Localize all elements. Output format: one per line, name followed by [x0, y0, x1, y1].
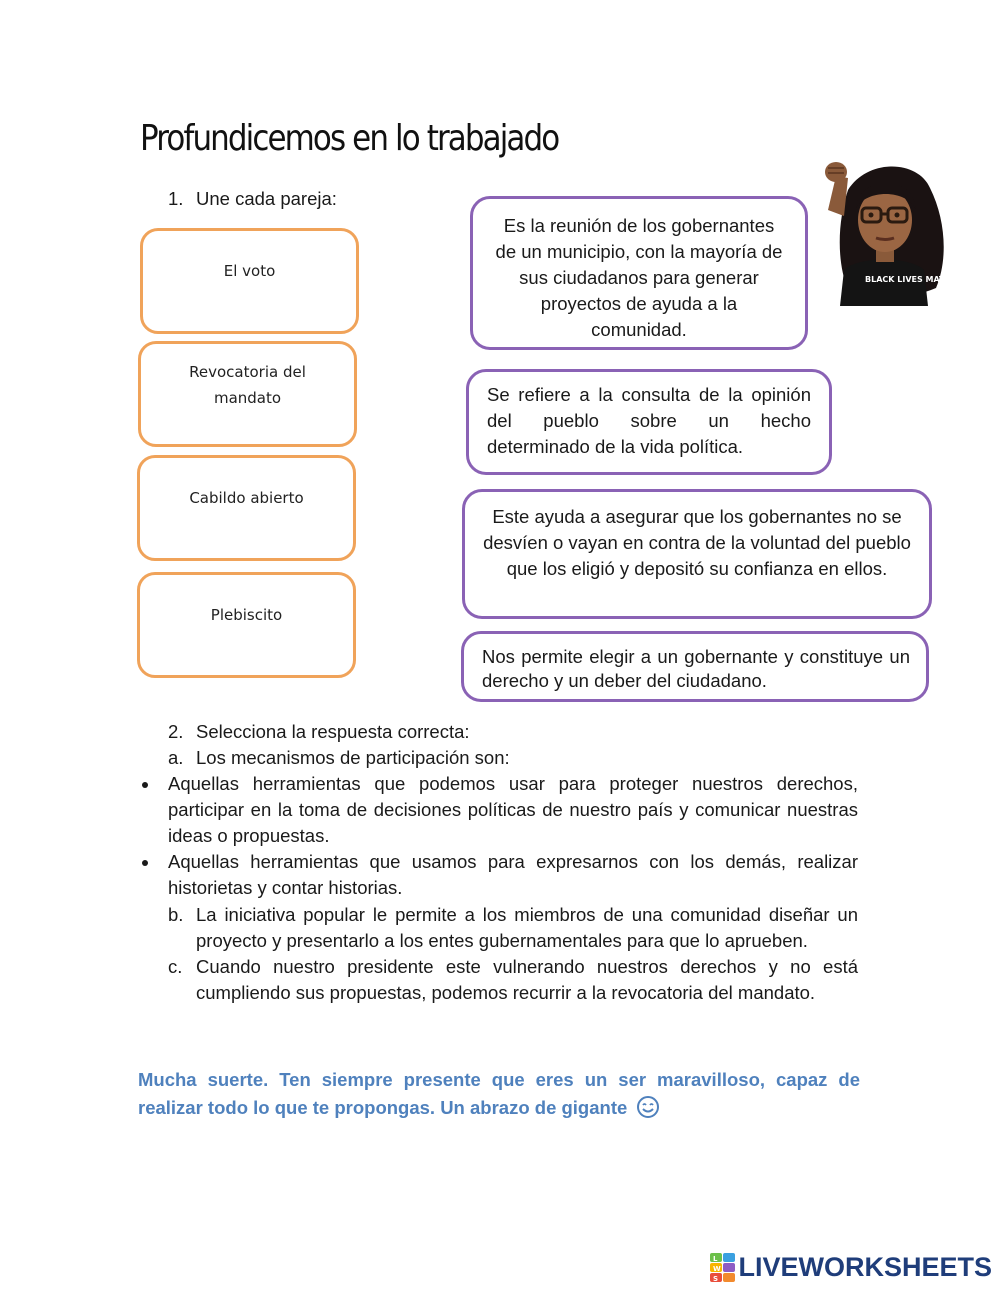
definition-box-3[interactable]: [462, 489, 932, 619]
bullet-icon: [138, 771, 168, 849]
smiley-icon: [636, 1095, 660, 1119]
badge-letter: L: [713, 1254, 718, 1263]
answer-option-2[interactable]: [138, 849, 858, 901]
badge-letter: S: [713, 1274, 719, 1283]
option-list: [138, 771, 858, 901]
liveworksheets-logo: [710, 1252, 992, 1283]
avatar-illustration: [818, 150, 962, 306]
question-2: [168, 719, 470, 745]
badge-letter: W: [713, 1264, 722, 1273]
question-2a: [168, 745, 510, 771]
bullet-icon: [138, 849, 168, 901]
answer-option-text: Aquellas herramientas que podemos usar para proteger nuestros derechos, participar en la toma de decisiones políticas de nuestro país y comunicar nuestras ideas o propuestas.: [168, 773, 858, 846]
question-2b[interactable]: [168, 902, 858, 954]
question-2c[interactable]: [168, 954, 858, 1006]
definition-text: Nos permite elegir a un gobernante y constituye un derecho y un deber del ciudadano.: [482, 646, 910, 691]
question-2c-marker: c.: [168, 956, 183, 977]
definition-box-2[interactable]: [466, 369, 832, 475]
definition-text: Este ayuda a asegurar que los gobernantes no se desvíen o vayan en contra de la voluntad del pueblo que los eligió y depositó su confianza en ellos.: [483, 506, 911, 579]
term-label: Revocatoria del mandato: [189, 363, 306, 407]
avatar-svg: [818, 150, 962, 306]
page-title: Profundicemos en lo trabajado: [140, 118, 559, 159]
term-box-cabildo[interactable]: [137, 455, 356, 561]
term-box-plebiscito[interactable]: [137, 572, 356, 678]
term-box-revocatoria[interactable]: [138, 341, 357, 447]
question-1: [168, 186, 337, 212]
definition-text: Se refiere a la consulta de la opinión del pueblo sobre un hecho determinado de la vida política.: [487, 384, 811, 457]
question-2-label: Selecciona la respuesta correcta:: [196, 721, 470, 742]
term-label: Plebiscito: [210, 606, 283, 624]
question-2a-text: Los mecanismos de participación son:: [196, 747, 510, 768]
logo-text: LIVEWORKSHEETS: [738, 1252, 992, 1282]
definition-box-4[interactable]: [461, 631, 929, 702]
question-2b-marker: b.: [168, 904, 184, 925]
term-label: Cabildo abierto: [189, 489, 304, 507]
shirt-text: BLACK LIVES MATTER: [865, 275, 962, 284]
logo-badge-icon: [710, 1253, 736, 1283]
definition-text: Es la reunión de los gobernantes de un municipio, con la mayoría de sus ciudadanos para generar proyectos de ayuda a la comunidad.: [495, 215, 783, 340]
question-2-number: 2.: [168, 721, 184, 742]
question-1-number: 1.: [168, 188, 184, 209]
definition-box-1[interactable]: [470, 196, 808, 350]
term-box-voto[interactable]: [140, 228, 359, 334]
question-2c-text: Cuando nuestro presidente este vulnerando nuestros derechos y no está cumpliendo sus propuestas, podemos recurrir a la revocatoria del mandato.: [196, 956, 858, 1003]
closing-message: [138, 1066, 860, 1122]
answer-option-1[interactable]: [138, 771, 858, 849]
question-2a-marker: a.: [168, 747, 184, 768]
answer-option-text: Aquellas herramientas que usamos para expresarnos con los demás, realizar historietas y contar historias.: [168, 851, 858, 898]
closing-text: Mucha suerte. Ten siempre presente que eres un ser maravilloso, capaz de realizar todo lo que te propongas. Un abrazo de gigante: [138, 1069, 860, 1118]
question-2b-text: La iniciativa popular le permite a los miembros de una comunidad diseñar un proyecto y presentarlo a los entes gubernamentales para que lo aprueben.: [196, 904, 858, 951]
question-1-label: Une cada pareja:: [196, 188, 337, 209]
term-label: El voto: [223, 262, 276, 280]
